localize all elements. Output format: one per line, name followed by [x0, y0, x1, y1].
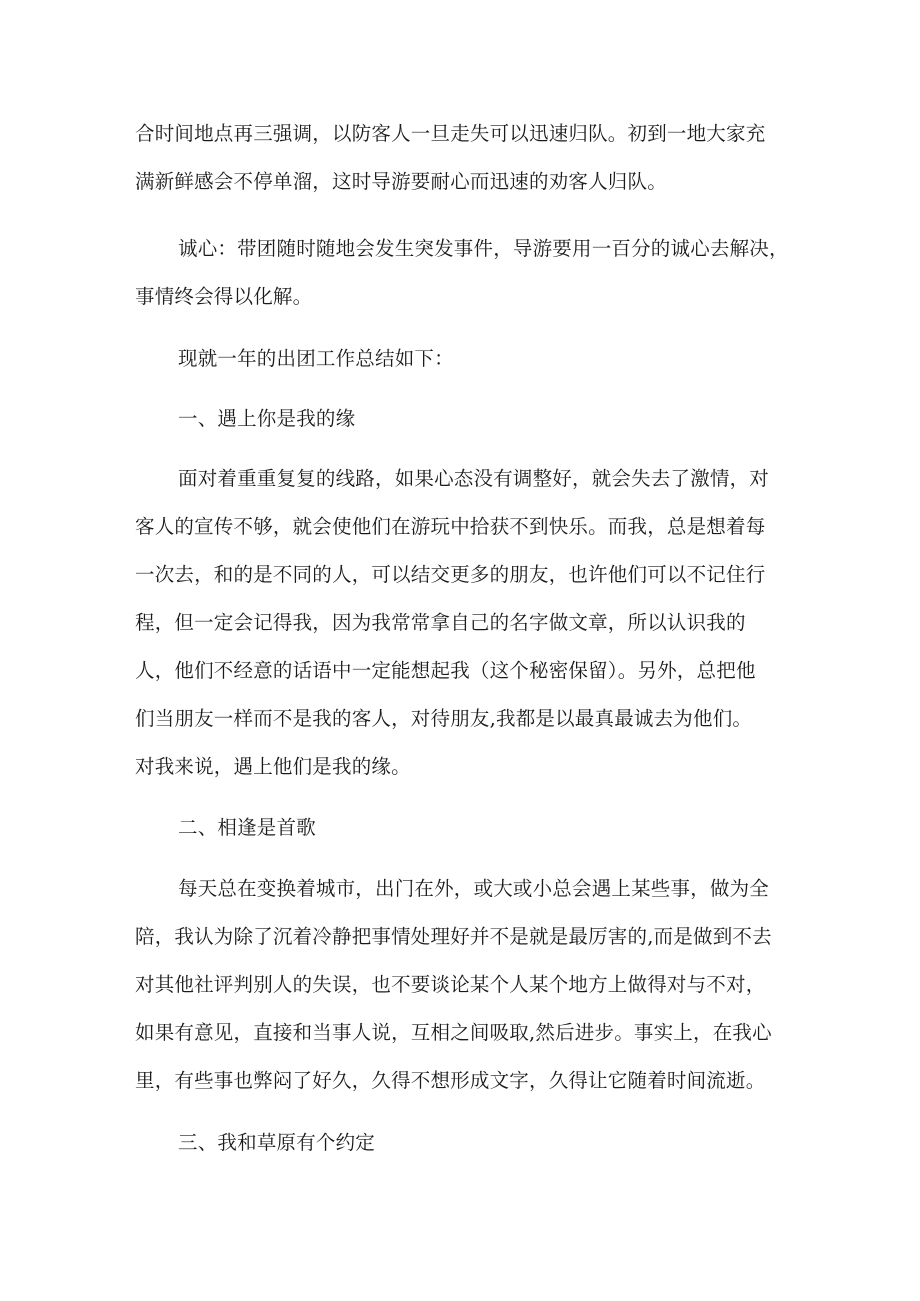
section-heading: 三、我和草原有个约定	[178, 1131, 376, 1154]
text-line: 面对着重重复复的线路，如果心态没有调整好，就会失去了激情，对	[178, 467, 770, 490]
section-heading: 一、遇上你是我的缘	[178, 407, 356, 430]
text-line: 满新鲜感会不停单溜，这时导游要耐心而迅速的劝客人归队。	[135, 170, 667, 193]
text-line: 合时间地点再三强调，以防客人一旦走失可以迅速归队。初到一地大家充	[135, 122, 766, 145]
text-line: 现就一年的出团工作总结如下：	[178, 347, 454, 370]
text-line: 客人的宣传不够，就会使他们在游玩中拾获不到快乐。而我，总是想着每	[135, 515, 766, 538]
text-line: 们当朋友一样而不是我的客人，对待朋友,我都是以最真最诚去为他们。	[135, 707, 753, 730]
text-line: 一次去，和的是不同的人，可以结交更多的朋友，也许他们可以不记住行	[135, 563, 766, 586]
text-line: 人，他们不经意的话语中一定能想起我（这个秘密保留）。另外，总把他	[135, 659, 756, 682]
text-line: 诚心：带团随时随地会发生突发事件，导游要用一百分的诚心去解决，	[178, 237, 789, 260]
text-line: 如果有意见，直接和当事人说，互相之间吸取,然后进步。事实上，在我心	[135, 1021, 772, 1044]
text-line: 程，但一定会记得我，因为我常常拿自己的名字做文章，所以认识我的	[135, 611, 746, 634]
text-line: 里，有些事也弊闷了好久，久得不想形成文字，久得让它随着时间流逝。	[135, 1069, 766, 1092]
text-line: 陪，我认为除了沉着冷静把事情处理好并不是就是最厉害的,而是做到不去	[135, 925, 772, 948]
text-line: 每天总在变换着城市，出门在外，或大或小总会遇上某些事，做为全	[178, 877, 770, 900]
text-line: 事情终会得以化解。	[135, 285, 313, 308]
text-line: 对其他社评判别人的失误，也不要谈论某个人某个地方上做得对与不对，	[135, 973, 766, 996]
text-line: 对我来说，遇上他们是我的缘。	[135, 755, 411, 778]
section-heading: 二、相逢是首歌	[178, 816, 316, 839]
